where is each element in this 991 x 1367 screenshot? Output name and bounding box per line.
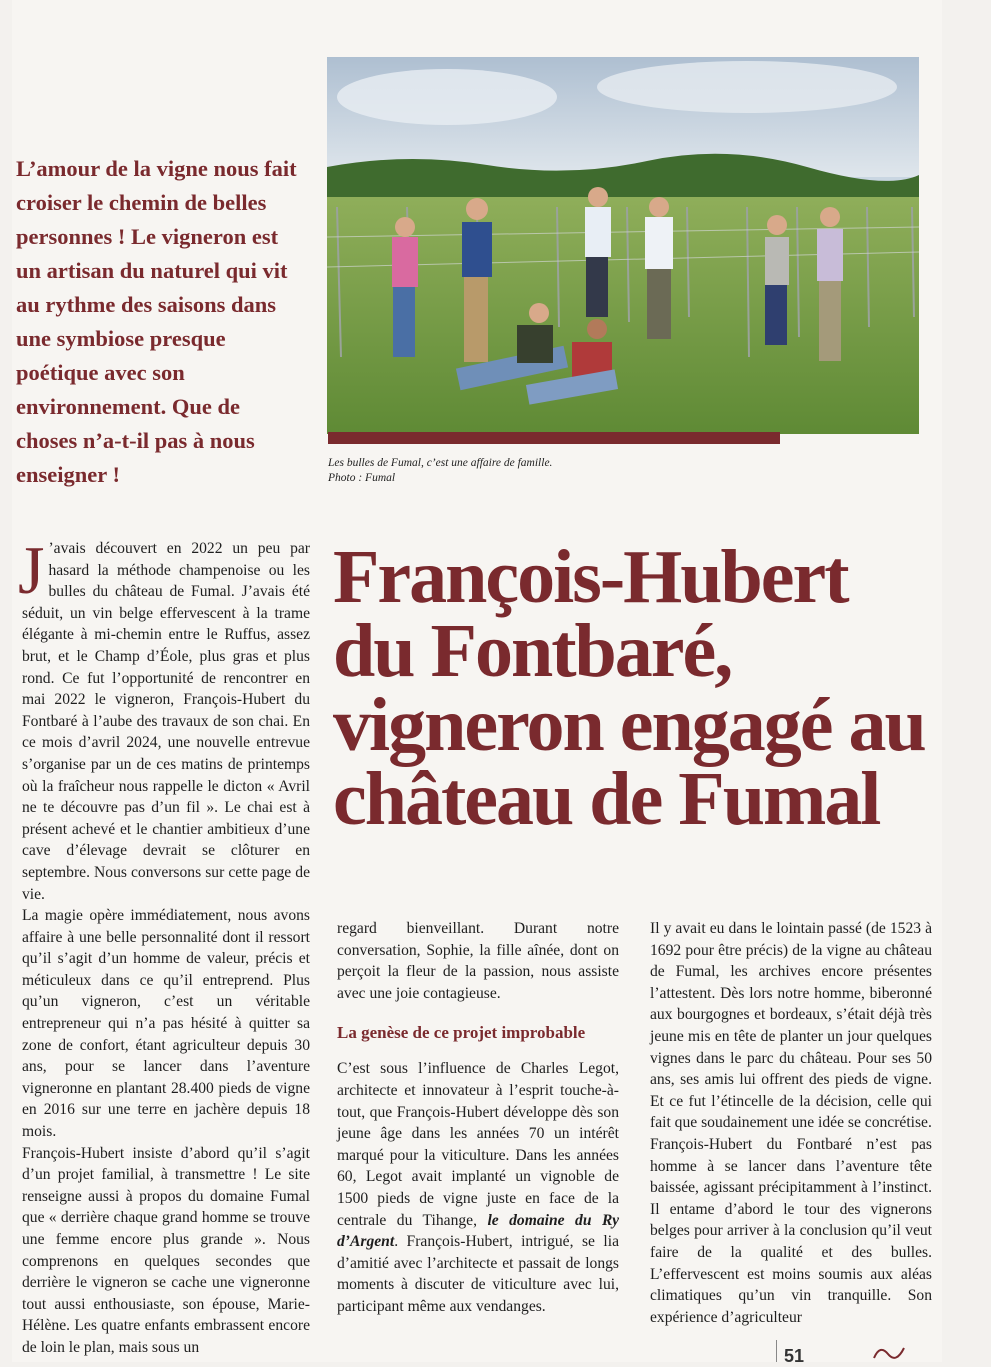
accent-rule <box>328 432 780 444</box>
article-column-3 <box>650 918 932 1328</box>
paragraph-text: C’est sous l’influence de Charles Legot, architecte et innovateur à l’esprit touche-à-tout, que François-Hubert développe dès son jeune âge dans les années 70 un intérêt marqué pour la viticulture. Dans les années 60, Legot avait implanté un vignoble de 1500 pieds de vigne juste en face de la centrale du Tihange, <box>337 1060 619 1229</box>
article-headline: François-Hubert du Fontbaré, vigneron engagé au château de Fumal <box>333 535 925 841</box>
page-number: 51 <box>784 1346 805 1366</box>
article-column-1 <box>18 532 310 1359</box>
photo-caption <box>328 456 628 486</box>
emphasis-domain-name: le domaine du Ry d’Argent <box>337 1211 619 1251</box>
paragraph <box>337 1058 619 1317</box>
pull-quote: L’amour de la vigne nous fait croiser le chemin de belles personnes ! Le vigneron est un artisan du naturel qui vit au rythme des saisons dans une symbiose presque poétique avec son environnement. Que de choses n’a-t-il pas à nous enseigner ! <box>16 156 297 487</box>
drop-cap: J <box>18 532 45 608</box>
vineyard-family-photo <box>327 57 919 434</box>
article-column-2 <box>337 918 619 1318</box>
photo-credit: Photo : Fumal <box>328 472 396 484</box>
intro-paragraph <box>18 532 310 905</box>
section-subheading: La genèse de ce projet improbable <box>337 1023 586 1043</box>
paragraph: François-Hubert insiste d’abord qu’il s’agit d’un projet familial, à transmettre ! Le site renseigne aussi à propos du domaine Fumal que « derrière chaque grand homme se trouve une femme encore plus grande ». Nous comprenons en quelques secondes que derrière le vigneron se cache une vigneronne tout aussi enthousiaste, son épouse, Marie-Hélène. Les quatre enfants embrassent encore de loin le plan, mais sous un <box>22 1144 310 1356</box>
magazine-logo-icon <box>870 1342 910 1362</box>
photo-illustration <box>327 57 919 434</box>
paragraph: Il y avait eu dans le lointain passé (de 1523 à 1692 pour être précis) de la vigne au château de Fumal, les archives encore présentes l’attestent. Dès lors notre homme, biberonné aux bourgognes et bordeaux, s’était déjà très jeune mis en tête de planter un jour quelques vignes dans le parc du château. Pour ses 50 ans, ses amis lui offrent des pieds de vigne. Et ce fut l’étincelle de la décision, celle qui fait que soudainement une idée se concrétise. <box>650 920 932 1132</box>
intro-text: ’avais découvert en 2022 un peu par hasard la méthode champenoise ou les bulles du château de Fumal. J’avais été séduit, un vin belge effervescent à la trame élégante à mi-chemin entre le Ruffus, assez brut, et le Champ d’Éole, plus gras et plus rond. Ce fut l’opportunité de rencontrer en mai 2022 le vigneron, François-Hubert du Fontbaré à l’aube des travaux de son chai. En ce mois d’avril 2024, une nouvelle entrevue s’organise par un de ces matins de printemps où la fraîcheur nous rappelle le dicton « Avril ne te découvre pas d’un fil ». Le chai est à présent achevé et le chantier ambitieux d’une cave d’élevage devrait se clôturer en septembre. Nous conversons sur cette page de vie. <box>22 540 310 903</box>
paragraph: François-Hubert du Fontbaré n’est pas homme à se lancer dans l’aventure tête baissée, agissant précipitamment à l’instinct. Il entame d’abord le tour des vignerons belges pour arriver à la conclusion qu’il veut faire de la qualité et des bulles. L’effervescent est moins soumis aux aléas climatiques qu’un vin tranquille. Son expérience d’agriculteur <box>650 1135 932 1326</box>
footer-divider <box>776 1340 777 1362</box>
paragraph: regard bienveillant. Durant notre conversation, Sophie, la fille aînée, dont on perçoit la fleur de la passion, nous assiste avec une joie contagieuse. <box>337 920 619 1002</box>
paragraph: La magie opère immédiatement, nous avons affaire à une belle personnalité dont il ressort qu’il s’agit d’un homme de valeur, précis et méticuleux dans ce qu’il entreprend. Plus qu’un vigneron, c’est un véritable entrepreneur qui n’a pas hésité à quitter sa zone de confort, étant agriculteur depuis 30 ans, pour se lancer dans l’aventure vigneronne en plantant 28.400 pieds de vigne en 2016 sur une terre en jachère depuis 18 mois. <box>22 907 310 1141</box>
paragraph-text: . François-Hubert, intrigué, se lia d’amitié avec l’architecte et passait de longs moments à discuter de viticulture avec lui, participant même aux vendanges. <box>337 1233 619 1315</box>
caption-text: Les bulles de Fumal, c’est une affaire de famille. <box>328 457 553 469</box>
